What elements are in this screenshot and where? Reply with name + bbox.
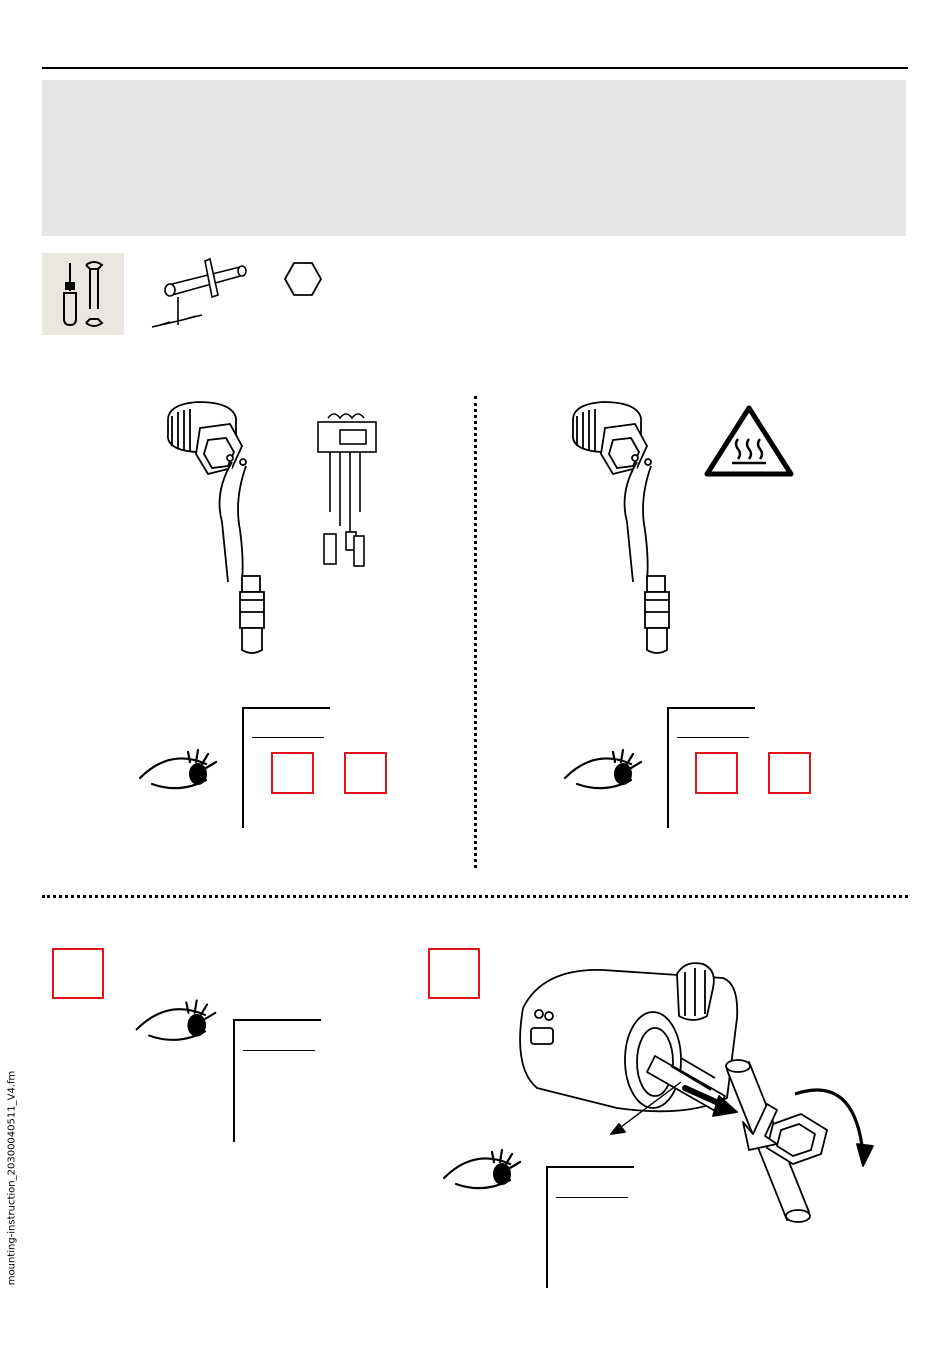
red-step-box: [52, 948, 104, 999]
thermostat-cartridge-illustration: [160, 400, 270, 655]
tools-panel: [42, 253, 124, 335]
eye-icon: [128, 988, 224, 1048]
hexagon-icon: [284, 262, 322, 296]
screwdriver-and-wrench-icon: [42, 253, 124, 335]
eye-icon: [563, 738, 643, 796]
socket-wrench-icon: [150, 255, 260, 335]
horizontal-divider: [42, 895, 908, 898]
check-box-left-edge: [667, 707, 669, 828]
red-step-box: [428, 948, 480, 999]
top-rule: [42, 67, 908, 69]
header-band: [42, 80, 906, 236]
hot-surface-warning-icon: [704, 405, 794, 477]
electronic-module-illustration: [310, 412, 380, 572]
eye-icon: [440, 1138, 524, 1196]
check-box-underline: [252, 737, 324, 738]
red-marker-box: [695, 752, 738, 794]
check-box-left-edge: [242, 707, 244, 828]
red-marker-box: [344, 752, 387, 794]
check-box-underline: [677, 737, 749, 738]
check-box-underline: [556, 1197, 628, 1198]
file-name-label: [2, 1060, 22, 1295]
thermostat-cartridge-illustration-2: [565, 400, 675, 655]
check-box-top-edge: [546, 1166, 634, 1168]
check-box-top-edge: [233, 1019, 321, 1021]
check-box-underline: [243, 1050, 315, 1051]
check-box-left-edge: [233, 1019, 235, 1142]
red-marker-box: [768, 752, 811, 794]
check-box-left-edge: [546, 1166, 548, 1288]
check-box-top-edge: [242, 707, 330, 709]
check-box-top-edge: [667, 707, 755, 709]
red-marker-box: [271, 752, 314, 794]
mixer-disassembly-illustration: [505, 948, 875, 1223]
eye-icon: [138, 738, 218, 796]
vertical-divider: [474, 396, 477, 868]
file-name-text: mounting-instruction_20300040511_V4.fm: [6, 1070, 18, 1285]
